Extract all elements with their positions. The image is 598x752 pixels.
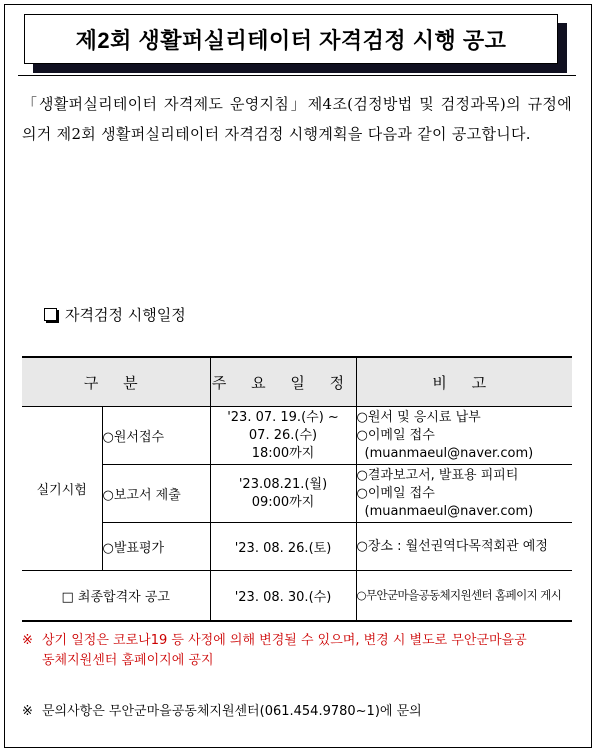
table-row-final [22, 571, 572, 621]
table-header-row [22, 357, 572, 407]
note-email: (muanmaeul@naver.com) [364, 445, 534, 461]
schedule-line: 09:00까지 [251, 494, 315, 510]
footnote-contact-text: 문의사항은 무안군마을공동체지원센터(061.454.9780~1)에 문의 [42, 704, 422, 719]
final-item: □ 최종합격자 공고 [22, 571, 210, 621]
row-item: ○발표평가 [102, 523, 210, 571]
footnote-covid [22, 631, 574, 671]
table-row [22, 407, 572, 465]
schedule-table [22, 356, 572, 622]
row-schedule [210, 407, 356, 465]
header-schedule: 주 요 일 정 [210, 357, 356, 407]
footnote-covid-line1: 상기 일정은 코로나19 등 사정에 의해 변경될 수 있으며, 변경 시 별도로 무안군마을공 [42, 633, 527, 648]
row-notes: ○장소 : 월선권역다목적회관 예정 [356, 523, 572, 571]
schedule-line: 07. 26.(수) [248, 427, 318, 443]
table-row [22, 523, 572, 571]
practical-exam-label: 실기시험 [22, 407, 102, 571]
note-line: ○이메일 접수 [356, 485, 435, 501]
header-category: 구 분 [22, 357, 210, 407]
note-line: ○이메일 접수 [356, 427, 435, 443]
intro-paragraph: 「생활퍼실리테이터 자격제도 운영지침」제4조(검정방법 및 검정과목)의 규정에 의거 제2회 생활퍼실리테이터 자격검정 시행계획을 다음과 같이 공고합니다. [22, 95, 572, 143]
note-mark-icon: ※ [22, 633, 33, 648]
final-schedule: '23. 08. 30.(수) [210, 571, 356, 621]
row-schedule: '23. 08. 26.(토) [210, 523, 356, 571]
note-mark-icon: ※ [22, 704, 33, 719]
schedule-line: '23. 07. 19.(수) ~ [227, 409, 339, 425]
title-box [24, 14, 558, 64]
row-notes [356, 407, 572, 465]
row-schedule [210, 465, 356, 523]
section-heading-label: 자격검정 시행일정 [65, 306, 186, 324]
note-line: ○원서 및 응시료 납부 [356, 409, 481, 425]
checkbox-icon [44, 308, 57, 321]
section-heading [44, 304, 186, 325]
footnote-covid-line2: 동체지원센터 홈페이지에 공지 [42, 653, 214, 668]
title-divider [18, 75, 576, 76]
table-row [22, 465, 572, 523]
row-item: ○원서접수 [102, 407, 210, 465]
header-notes: 비 고 [356, 357, 572, 407]
schedule-line: 18:00까지 [251, 445, 315, 461]
schedule-line: '23.08.21.(월) [238, 476, 328, 492]
note-email: (muanmaeul@naver.com) [364, 503, 534, 519]
row-item: ○보고서 제출 [102, 465, 210, 523]
final-note: ○무안군마을공동체지원센터 홈페이지 게시 [356, 571, 572, 621]
note-line: ○결과보고서, 발표용 피피티 [356, 467, 519, 483]
footnote-contact [22, 702, 574, 722]
row-notes [356, 465, 572, 523]
page-title: 제2회 생활퍼실리테이터 자격검정 시행 공고 [75, 27, 507, 53]
